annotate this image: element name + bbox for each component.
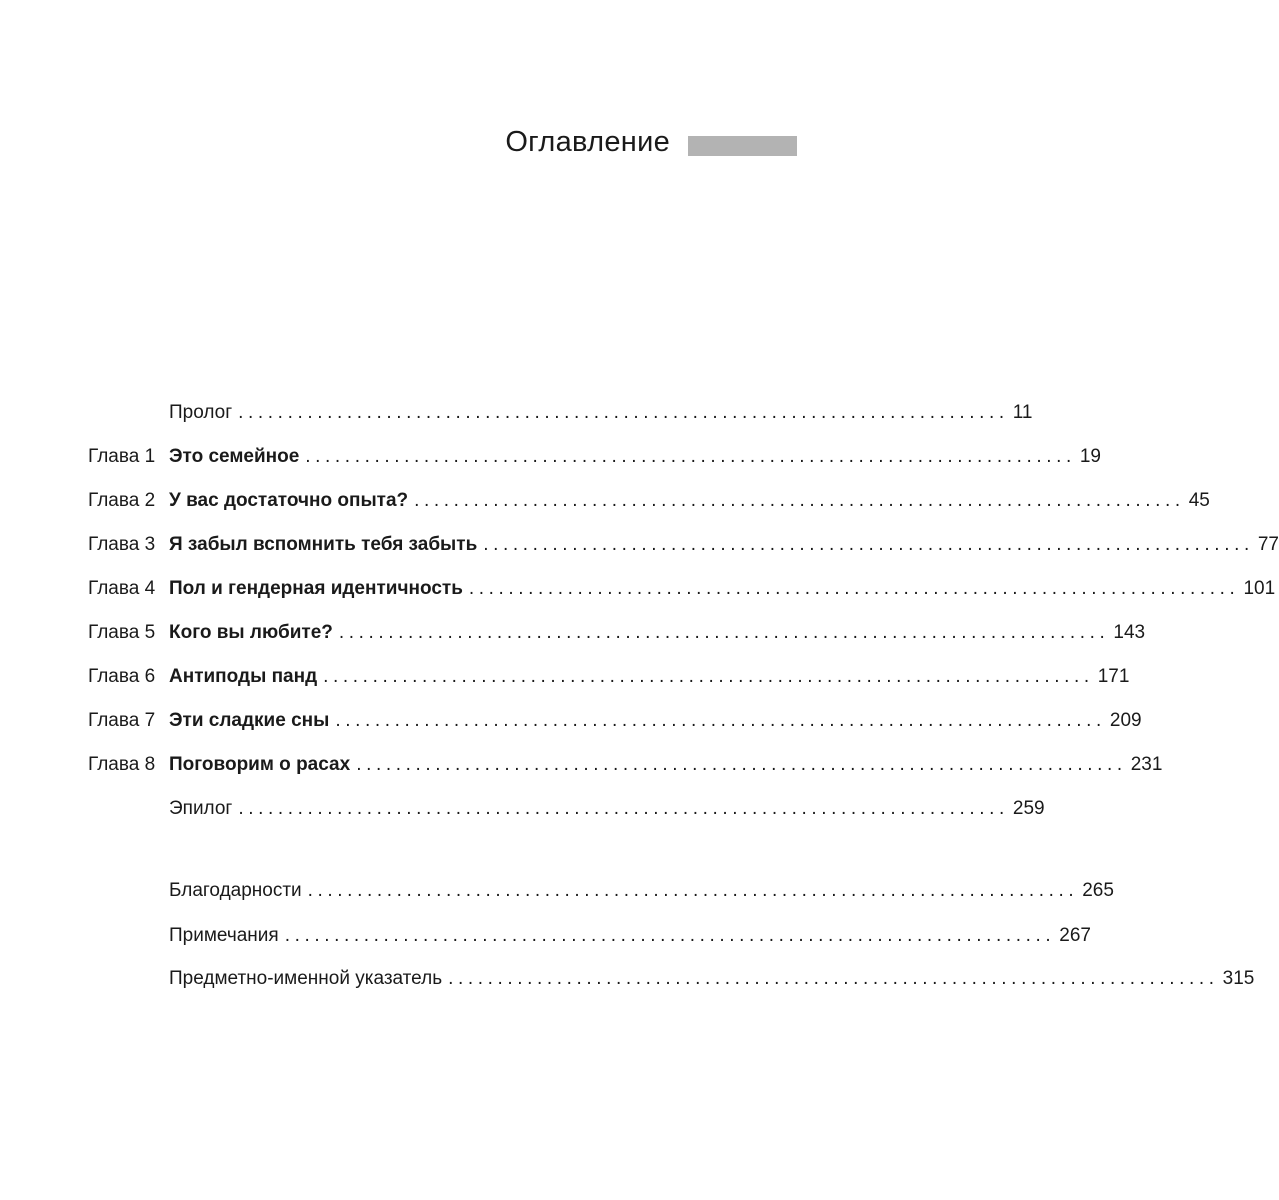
toc-page-number: 259: [1009, 796, 1045, 822]
toc-chapter-number: Глава 1: [88, 446, 156, 467]
toc-row-epilogue[interactable]: [0, 796, 1045, 822]
toc-dot-leader: ..............................................................................: [414, 490, 1185, 511]
toc-row-chapter-6[interactable]: [0, 664, 1130, 690]
toc-dot-leader: ..............................................................................: [335, 710, 1106, 731]
toc-dot-leader: ..............................................................................: [356, 754, 1127, 775]
toc-chapter-number: Глава 7: [88, 710, 156, 731]
toc-dot-leader: ..............................................................................: [483, 534, 1254, 555]
toc-entry-title: Кого вы любите?: [169, 620, 339, 646]
toc-row-acknowledgements[interactable]: [0, 878, 1114, 904]
toc-dot-leader: ..............................................................................: [468, 578, 1240, 599]
title-bar-decoration: [688, 136, 797, 156]
toc-page-number: 77: [1254, 532, 1279, 558]
toc-entry-title: У вас достаточно опыта?: [169, 488, 414, 514]
page-title: Оглавление: [505, 126, 670, 158]
toc-dot-leader: ..............................................................................: [448, 968, 1219, 989]
toc-row-chapter-3[interactable]: [0, 532, 1279, 558]
toc-row-chapter-2[interactable]: [0, 488, 1210, 514]
toc-dot-leader: ..............................................................................: [307, 880, 1079, 901]
toc-page-number: 101: [1239, 576, 1275, 602]
toc-chapter-number: Глава 2: [88, 490, 156, 511]
toc-row-chapter-8[interactable]: [0, 752, 1163, 778]
toc-entry-title: Благодарности: [169, 878, 308, 904]
toc-entry-title: Это семейное: [169, 444, 305, 470]
toc-page-number: 19: [1076, 444, 1101, 470]
toc-chapter-number: Глава 8: [88, 754, 156, 775]
toc-chapter-number: Глава 5: [88, 622, 156, 643]
toc-chapter-number: Глава 3: [88, 534, 156, 555]
toc-entry-title: Поговорим о расах: [169, 752, 356, 778]
toc-page-number: 45: [1185, 488, 1210, 514]
toc-row-chapter-1[interactable]: [0, 444, 1101, 470]
toc-entry-title: Пол и гендерная идентичность: [169, 576, 469, 602]
toc-chapter-number: Глава 4: [88, 578, 156, 599]
toc-dot-leader: ..............................................................................: [305, 446, 1076, 467]
toc-entry-title: Эпилог: [169, 796, 238, 822]
toc-page-number: 315: [1219, 966, 1255, 992]
toc-entry-title: Я забыл вспомнить тебя забыть: [169, 532, 483, 558]
toc-entry-title: Предметно-именной указатель: [169, 966, 448, 992]
toc-row-index[interactable]: [0, 966, 1255, 992]
toc-dot-leader: ..............................................................................: [338, 622, 1110, 643]
toc-entry-title: Антиподы панд: [169, 664, 323, 690]
toc-chapter-number: Глава 6: [88, 666, 156, 687]
toc-dot-leader: ..............................................................................: [238, 798, 1009, 819]
toc-row-chapter-4[interactable]: [0, 576, 1276, 602]
toc-row-notes[interactable]: [0, 923, 1091, 949]
toc-page-number: 209: [1106, 708, 1142, 734]
toc-page-number: 143: [1109, 620, 1145, 646]
toc-page-number: 267: [1055, 923, 1091, 949]
toc-page-number: 11: [1009, 400, 1033, 426]
toc-page-number: 265: [1078, 878, 1114, 904]
toc-page-number: 171: [1094, 664, 1130, 690]
toc-entry-title: Пролог: [169, 400, 238, 426]
toc-entry-title: Примечания: [169, 923, 285, 949]
toc-entry-title: Эти сладкие сны: [169, 708, 335, 734]
toc-dot-leader: ..............................................................................: [284, 925, 1056, 946]
toc-dot-leader: ..............................................................................: [323, 666, 1094, 687]
toc-page-number: 231: [1127, 752, 1163, 778]
toc-row-chapter-7[interactable]: [0, 708, 1142, 734]
toc-row-prologue[interactable]: [0, 400, 1033, 426]
toc-dot-leader: ..............................................................................: [238, 402, 1009, 423]
toc-row-chapter-5[interactable]: [0, 620, 1146, 646]
